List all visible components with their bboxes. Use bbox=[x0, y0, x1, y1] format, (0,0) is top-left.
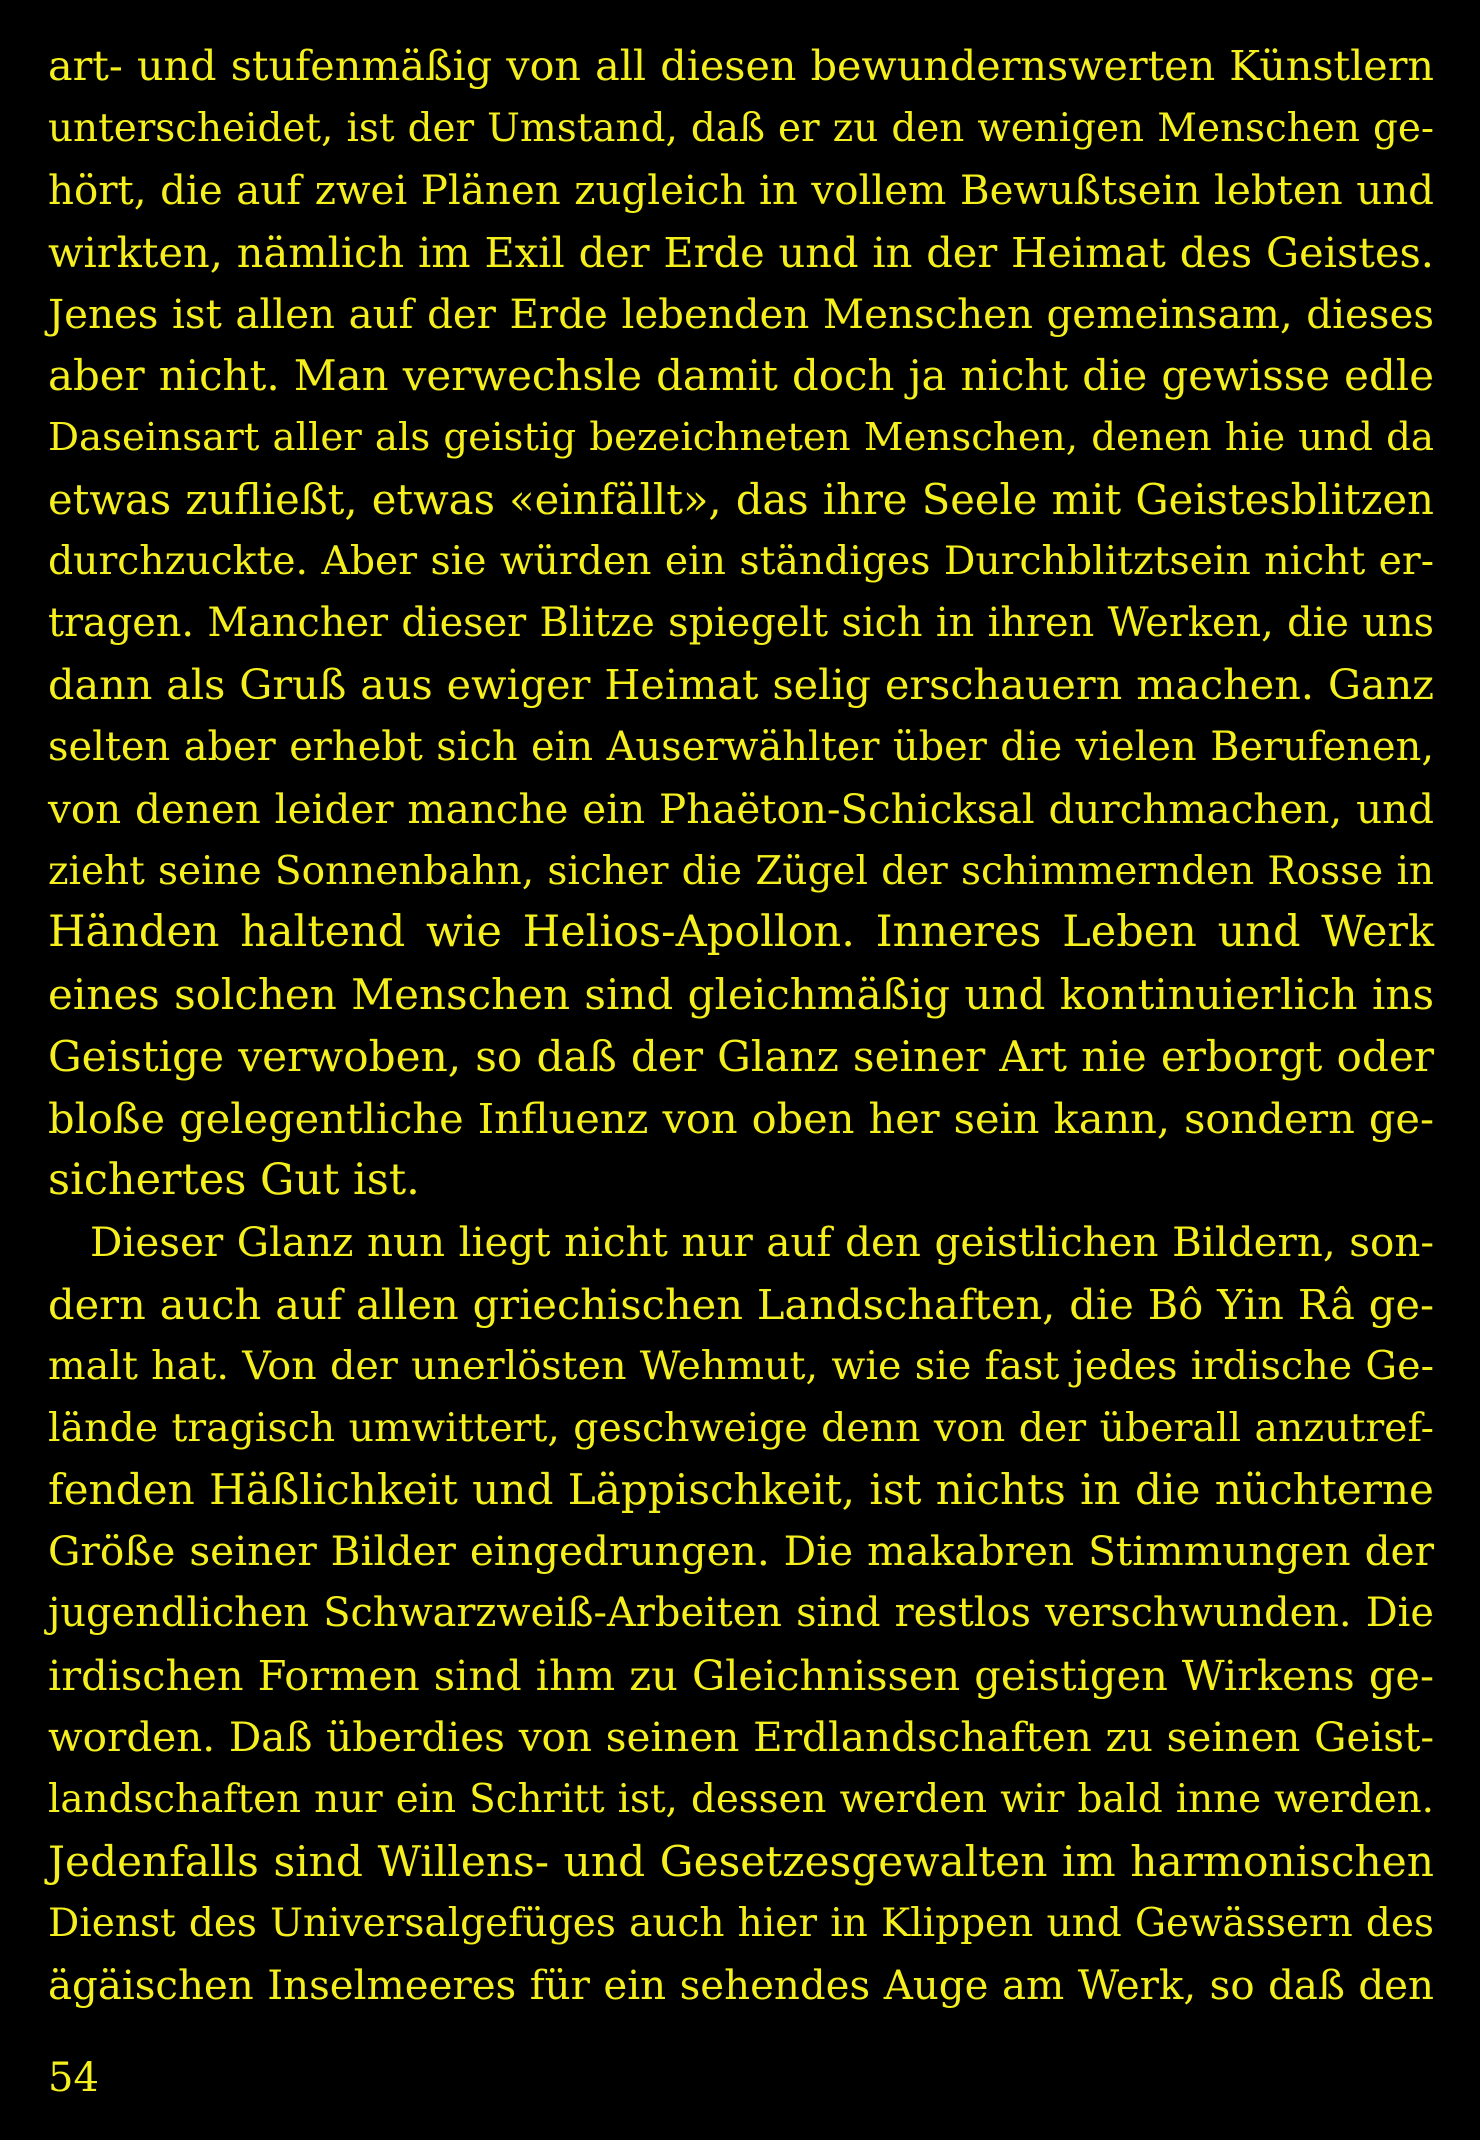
text-line: jugendlichen Schwarzweiß-Arbeiten sind restlos verschwunden. Die bbox=[48, 1590, 1434, 1637]
text-line: Daseinsart aller als geistig bezeichneten Menschen, denen hie und da bbox=[48, 415, 1434, 461]
text-line: durchzuckte. Aber sie würden ein ständiges Durchblitztsein nicht er- bbox=[48, 539, 1434, 585]
text-line: worden. Daß überdies von seinen Erdlandschaften zu seinen Geist- bbox=[48, 1713, 1434, 1762]
text-line: etwas zufließt, etwas «einfällt», das ihre Seele mit Geistesblitzen bbox=[48, 475, 1434, 525]
text-line: aber nicht. Man verwechsle damit doch ja nicht die gewisse edle bbox=[48, 351, 1434, 401]
text-line: dann als Gruß aus ewiger Heimat selig erschauern machen. Ganz bbox=[48, 660, 1434, 709]
text-line: Dieser Glanz nun liegt nicht nur auf den geistlichen Bildern, son- bbox=[90, 1217, 1434, 1266]
text-line: sichertes Gut ist. bbox=[48, 1155, 420, 1206]
text-line: landschaften nur ein Schritt ist, dessen werden wir bald inne werden. bbox=[48, 1776, 1434, 1822]
body-text bbox=[48, 36, 1434, 2017]
text-line: Größe seiner Bilder eingedrungen. Die makabren Stimmungen der bbox=[48, 1527, 1434, 1576]
text-line: art- und stufenmäßig von all diesen bewundernswerten Künstlern bbox=[48, 42, 1434, 90]
paragraph-2 bbox=[48, 1212, 1434, 2017]
page-number: 54 bbox=[48, 2055, 99, 2101]
text-line: zieht seine Sonnenbahn, sicher die Zügel der schimmernden Rosse in bbox=[48, 848, 1434, 894]
text-line: selten aber erhebt sich ein Auserwählter über die vielen Berufenen, bbox=[48, 723, 1434, 770]
text-line: fenden Häßlichkeit und Läppischkeit, ist nichts in die nüchterne bbox=[48, 1465, 1434, 1515]
text-line: wirkten, nämlich im Exil der Erde und in der Heimat des Geistes. bbox=[48, 227, 1434, 277]
paragraph-1 bbox=[48, 36, 1434, 1212]
text-line: Geistige verwoben, so daß der Glanz seiner Art nie erborgt oder bbox=[48, 1032, 1434, 1082]
text-line: Jenes ist allen auf der Erde lebenden Menschen gemeinsam, dieses bbox=[48, 290, 1434, 338]
text-line: eines solchen Menschen sind gleichmäßig und kontinuierlich ins bbox=[48, 970, 1434, 1020]
text-line: tragen. Mancher dieser Blitze spiegelt sich in ihren Werken, die uns bbox=[48, 600, 1434, 647]
text-line: malt hat. Von der unerlösten Wehmut, wie sie fast jedes irdische Ge- bbox=[48, 1342, 1434, 1389]
text-line: bloße gelegentliche Influenz von oben her sein kann, sondern ge- bbox=[48, 1094, 1434, 1144]
text-line: Dienst des Universalgefüges auch hier in Klippen und Gewässern des bbox=[48, 1900, 1434, 1946]
text-line: unterscheidet, ist der Umstand, daß er zu den wenigen Menschen ge- bbox=[48, 105, 1434, 151]
text-line: Händen haltend wie Helios-Apollon. Inneres Leben und Werk bbox=[48, 907, 1434, 958]
text-line: von denen leider manche ein Phaëton-Schicksal durchmachen, und bbox=[48, 784, 1434, 833]
text-line: dern auch auf allen griechischen Landschaften, die Bô Yin Râ ge- bbox=[48, 1279, 1434, 1329]
text-line: hört, die auf zwei Plänen zugleich in vollem Bewußtsein lebten und bbox=[48, 166, 1434, 214]
text-line: lände tragisch umwittert, geschweige denn von der überall anzutref- bbox=[48, 1404, 1434, 1451]
text-line: irdischen Formen sind ihm zu Gleichnissen geistigen Wirkens ge- bbox=[48, 1651, 1434, 1701]
text-line: ägäischen Inselmeeres für ein sehendes Auge am Werk, so daß den bbox=[48, 1961, 1434, 2009]
text-line: Jedenfalls sind Willens- und Gesetzesgewalten im harmonischen bbox=[48, 1836, 1434, 1886]
